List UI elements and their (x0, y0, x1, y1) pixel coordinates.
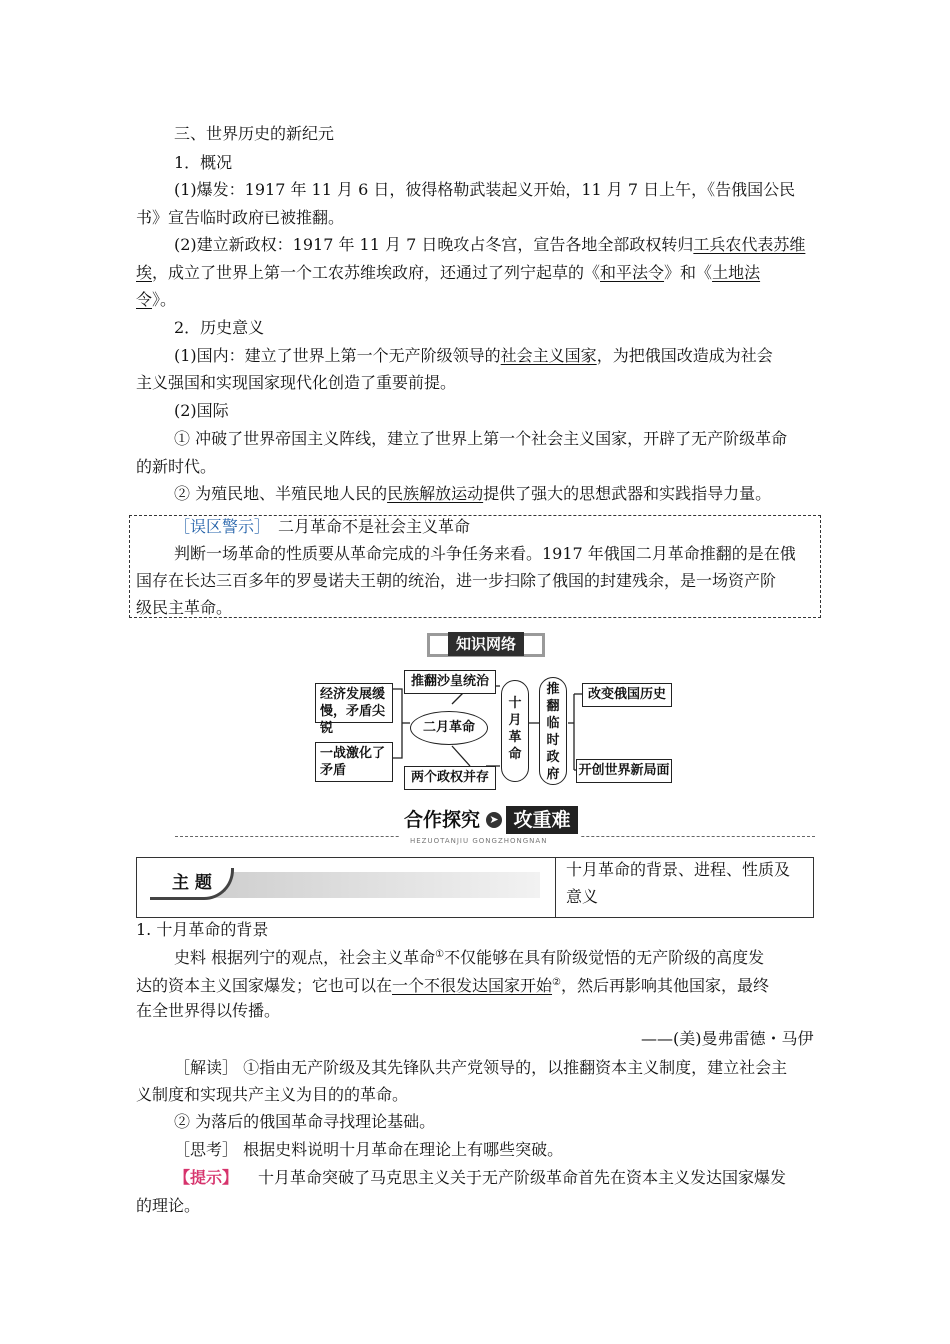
text-segment: 史料 根据列宁的观点，社会主义革命 (174, 948, 436, 967)
international-point-1a: ① 冲破了世界帝国主义阵线，建立了世界上第一个社会主义国家，开辟了无产阶级革命 (174, 429, 788, 448)
tip-tag: 【提示】 (174, 1168, 239, 1187)
underlined-term: 埃 (136, 263, 153, 282)
node-char: 革 (508, 730, 522, 745)
paragraph-outbreak-2: 书》宣告临时政府已被推翻。 (136, 208, 345, 227)
warning-title-line (174, 517, 470, 537)
october-revolution-node (501, 680, 529, 782)
paragraph-new-regime-3 (136, 290, 176, 310)
international-point-2 (174, 484, 771, 504)
change-russian-history-node: 改变俄国历史 (582, 683, 672, 707)
background-title: 1. 十月革命的背景 (136, 920, 269, 939)
february-revolution-node: 二月革命 (410, 711, 488, 745)
tip-line-2: 的理论。 (136, 1196, 201, 1215)
node-char: 命 (508, 747, 522, 762)
source-text-1 (174, 945, 764, 968)
cause-economic-node (315, 683, 393, 736)
node-char: 政 (546, 750, 560, 765)
underlined-term: 令 (136, 290, 153, 309)
warning-text-1: 判断一场革命的性质要从革命完成的斗争任务来看。1917 年俄国二月革命推翻的是在俄 (174, 544, 796, 563)
node-text: 经济发展缓 (320, 687, 386, 702)
explore-banner-right: 攻重难 (513, 809, 571, 831)
dual-power-node: 两个政权并存 (404, 766, 496, 790)
interpretation-3: ② 为落后的俄国革命寻找理论基础。 (174, 1112, 436, 1131)
underlined-term: 和平法令 (600, 263, 665, 282)
significance-title: 2．历史意义 (174, 318, 265, 337)
underlined-term: 民族解放运动 (387, 484, 484, 503)
text-segment: (2)建立新政权：1917 年 11 月 7 日晚攻占冬宫，宣告各地全部政权转归 (174, 235, 694, 254)
paragraph-new-regime-2 (136, 263, 760, 283)
paragraph-new-regime-1 (174, 235, 805, 255)
international-title: (2)国际 (174, 401, 229, 420)
text-segment: ，成立了世界上第一个工农苏维埃政府，还通过了列宁起草的《 (152, 263, 601, 282)
underlined-term: 土地法 (712, 263, 761, 282)
node-char: 推 (546, 682, 560, 697)
text-segment: ，然后再影响其他国家，最终 (561, 976, 770, 995)
node-char: 月 (508, 713, 522, 728)
footnote-marker: ② (552, 977, 561, 988)
text-segment: ，为把俄国改造成为社会 (596, 346, 773, 365)
new-world-situation-node: 开创世界新局面 (576, 759, 672, 783)
topic-content-2: 意义 (566, 887, 599, 906)
overthrow-provisional-gov-node (539, 677, 567, 785)
text-segment: 达的资本主义国家爆发；它也可以在 (136, 976, 393, 995)
underlined-term: 社会主义国家 (500, 346, 597, 365)
overthrow-tsar-node: 推翻沙皇统治 (404, 670, 496, 694)
warning-tag: ［误区警示］ (174, 517, 271, 536)
warning-text-3: 级民主革命。 (136, 598, 233, 617)
source-attribution: ——(美)曼弗雷德・马伊 (641, 1029, 814, 1048)
node-text: 一战激化了 (320, 746, 386, 761)
text-segment: 提供了强大的思想武器和实践指导力量。 (483, 484, 772, 503)
node-char: 府 (546, 767, 560, 782)
domestic-significance-1 (174, 346, 773, 366)
table-divider (555, 857, 556, 918)
interpretation-1: ［解读］ ①指由无产阶级及其先锋队共产党领导的，以推翻资本主义制度，建立社会主 (174, 1058, 788, 1077)
cause-war-node (315, 742, 393, 782)
warning-text-2: 国存在长达三百多年的罗曼诺夫王朝的统治，进一步扫除了俄国的封建残余，是一场资产阶 (136, 571, 777, 590)
text-segment: 》。 (152, 290, 177, 309)
text-segment: ② 为殖民地、半殖民地人民的 (174, 484, 388, 503)
think-question: ［思考］ 根据史料说明十月革命在理论上有哪些突破。 (174, 1140, 564, 1159)
node-text: 慢，矛盾尖锐 (320, 704, 386, 736)
underlined-term: 一个不很发达国家开始 (392, 976, 553, 995)
arrow-circle-icon: ➤ (486, 812, 502, 828)
topic-content-1: 十月革命的背景、进程、性质及 (566, 860, 791, 879)
text-segment: (1)国内：建立了世界上第一个无产阶级领导的 (174, 346, 501, 365)
paragraph-outbreak-1: (1)爆发：1917 年 11 月 6 日，彼得格勒武装起义开始，11 月 7 日上午，《告俄国公民 (174, 180, 796, 199)
interpretation-2: 义制度和实现共产主义为目的的革命。 (136, 1085, 409, 1104)
overview-title: 1．概况 (174, 153, 233, 172)
source-text-3: 在全世界得以传播。 (136, 1001, 281, 1020)
text-segment: 不仅能够在具有阶级觉悟的无产阶级的高度发 (444, 948, 765, 967)
topic-label: 主 题 (172, 873, 212, 893)
node-text: 矛盾 (320, 763, 347, 778)
node-char: 十 (508, 696, 522, 711)
explore-banner-pinyin: HEZUOTANJIU GONGZHONGNAN (410, 837, 548, 845)
section-heading: 三、世界历史的新纪元 (174, 124, 335, 143)
node-char: 时 (546, 733, 560, 748)
text-segment: 》和《 (664, 263, 713, 282)
knowledge-network-title: 知识网络 (455, 635, 516, 653)
node-char: 翻 (546, 699, 560, 714)
source-text-2 (136, 973, 769, 996)
tip-line-1 (174, 1168, 786, 1188)
tip-text: 十月革命突破了马克思主义关于无产阶级革命首先在资本主义发达国家爆发 (258, 1168, 787, 1187)
footnote-marker: ① (435, 949, 445, 960)
domestic-significance-2: 主义强国和实现国家现代化创造了重要前提。 (136, 373, 457, 392)
warning-title: 二月革命不是社会主义革命 (278, 517, 471, 536)
explore-banner-left: 合作探究 (404, 809, 481, 831)
international-point-1b: 的新时代。 (136, 457, 217, 476)
node-char: 临 (546, 716, 560, 731)
underlined-term: 工兵农代表苏维 (693, 235, 806, 254)
